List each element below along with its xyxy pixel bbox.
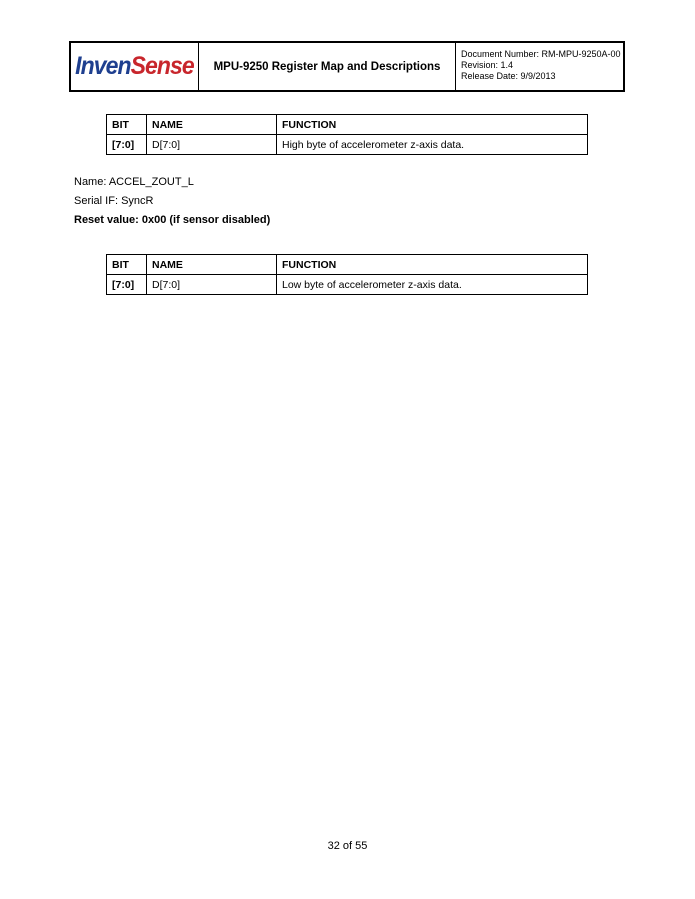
table-header-row xyxy=(107,115,588,135)
table-header-row xyxy=(107,255,588,275)
cell-bit: [7:0] xyxy=(107,135,147,155)
cell-name: D[7:0] xyxy=(147,135,277,155)
logo-part-inven: Inven xyxy=(75,52,131,80)
header-function: FUNCTION xyxy=(277,115,588,135)
company-logo xyxy=(71,43,199,90)
table-row xyxy=(107,135,588,155)
header-bit: BIT xyxy=(107,115,147,135)
logo-part-sense: Sense xyxy=(130,52,194,80)
header-name: NAME xyxy=(147,115,277,135)
serial-interface: Serial IF: SyncR xyxy=(74,195,154,207)
cell-name: D[7:0] xyxy=(147,275,277,295)
page-number: 32 of 55 xyxy=(327,840,368,852)
cell-function: Low byte of accelerometer z-axis data. xyxy=(277,275,588,295)
header-bit: BIT xyxy=(107,255,147,275)
header-name: NAME xyxy=(147,255,277,275)
revision: Revision: 1.4 xyxy=(461,60,514,70)
document-title: MPU-9250 Register Map and Descriptions xyxy=(199,43,456,90)
cell-function: High byte of accelerometer z-axis data. xyxy=(277,135,588,155)
page-header xyxy=(69,41,625,92)
release-date: Release Date: 9/9/2013 xyxy=(461,71,556,81)
register-name: Name: ACCEL_ZOUT_L xyxy=(74,176,194,188)
table-row xyxy=(107,275,588,295)
cell-bit: [7:0] xyxy=(107,275,147,295)
register-table-high-byte xyxy=(106,114,588,155)
reset-value: Reset value: 0x00 (if sensor disabled) xyxy=(74,214,271,226)
document-number: Document Number: RM-MPU-9250A-00 xyxy=(461,49,621,59)
register-table-low-byte xyxy=(106,254,588,295)
logo-wordmark xyxy=(75,52,194,81)
document-meta xyxy=(456,43,623,90)
header-function: FUNCTION xyxy=(277,255,588,275)
